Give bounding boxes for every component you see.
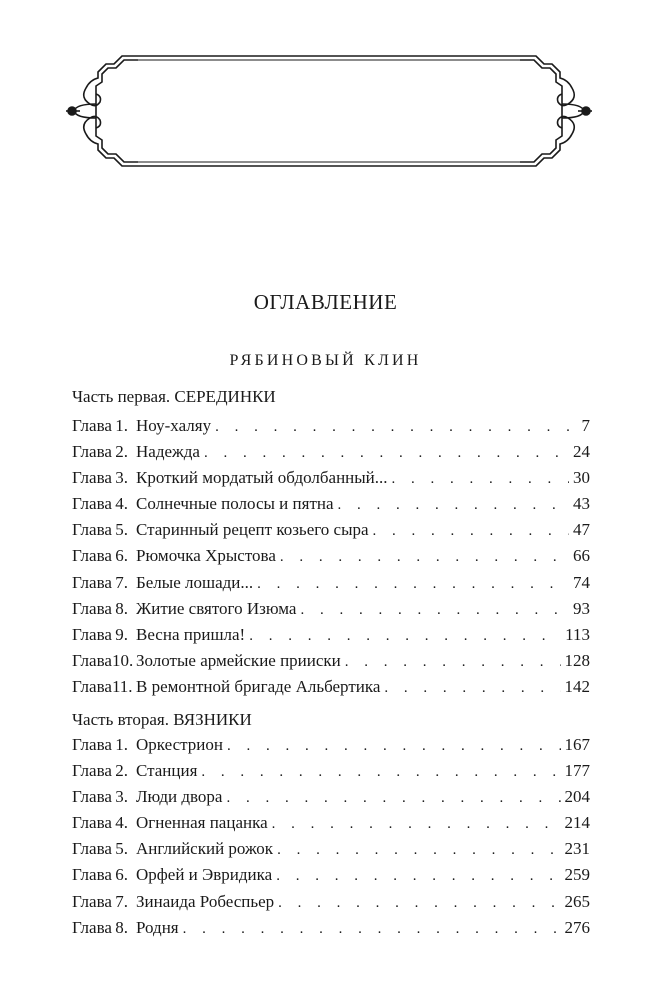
chapter-number: 8. [115,598,128,618]
chapter-prefix: Глава [72,676,112,696]
toc-entry[interactable] [72,442,590,468]
chapter-number: 6. [115,546,128,566]
chapter-number: 7. [115,891,128,911]
chapter-title: Английский рожок [136,839,274,859]
chapter-prefix: Глава [72,865,112,885]
ornamental-frame [60,46,598,176]
chapter-prefix: Глава [72,416,112,435]
chapter-label [72,787,136,807]
chapter-label [72,468,136,488]
page-title: ОГЛАВЛЕНИЕ [253,290,398,314]
dot-leader [277,842,560,859]
dot-leader [392,471,569,488]
chapter-label [72,494,136,514]
chapter-number: 10. [111,650,134,670]
chapter-prefix: Глава [72,494,112,514]
chapter-title: Люди двора [136,787,223,807]
dot-leader [276,868,560,885]
chapter-label [72,918,136,938]
book-title: РЯБИНОВЫЙ КЛИН [229,352,422,369]
toc-entry[interactable] [72,865,590,891]
chapter-title: Золотые армейские прииски [136,650,341,670]
page-number: 30 [573,468,590,488]
chapter-title: Оркестрион [136,735,223,754]
chapter-prefix: Глава [72,787,112,807]
toc-entry[interactable] [72,761,590,787]
chapter-label [72,839,136,859]
page-number: 177 [564,761,590,781]
toc-entry[interactable] [72,546,590,572]
chapter-number: 6. [115,865,128,885]
page-number: 259 [564,865,590,885]
dot-leader [272,816,561,833]
chapter-title: Белые лошади... [136,572,254,592]
chapter-title: Зинаида Робеспьер [136,891,275,911]
chapter-label [72,416,136,436]
toc-entry[interactable] [72,839,590,865]
chapter-label [72,813,136,833]
chapter-number: 1. [115,416,128,435]
chapter-label [72,546,136,566]
chapter-label [72,892,136,912]
toc-entry[interactable] [72,892,590,918]
chapter-number: 1. [115,735,128,754]
chapter-title: Рюмочка Хрыстова [136,546,276,566]
page-number: 276 [564,917,590,937]
chapter-title: Огненная пацанка [136,813,268,833]
chapter-title: Орфей и Эвридика [136,865,273,885]
chapter-label [72,599,136,619]
toc-entry[interactable] [72,787,590,813]
ornamental-frame-graphic [60,46,598,176]
dot-leader [249,628,561,645]
chapter-label [72,651,136,671]
chapter-label [72,625,136,645]
chapter-label [72,442,136,462]
page-number: 47 [573,520,590,540]
chapter-number: 4. [115,813,128,833]
chapter-number: 3. [115,787,128,807]
chapter-list [72,735,590,944]
chapter-prefix: Глава [72,572,112,592]
toc-entry[interactable] [72,468,590,494]
dot-leader [227,738,561,755]
chapter-label [72,761,136,781]
dot-leader [204,445,569,462]
toc-entry[interactable] [72,520,590,546]
chapter-number: 4. [115,494,128,514]
dot-leader [300,602,569,619]
dot-leader [278,895,560,912]
dot-leader [280,549,569,566]
chapter-title: Ноу-халяу [136,416,212,435]
page-number: 128 [564,650,590,670]
chapter-prefix: Глава [72,624,112,644]
toc-entry[interactable] [72,651,590,677]
chapter-number: 2. [115,442,128,462]
toc-entry[interactable] [72,494,590,520]
chapter-title: Надежда [136,442,200,462]
chapter-title: Весна пришла! [136,624,246,644]
dot-leader [257,576,569,593]
chapter-prefix: Глава [72,735,112,754]
chapter-prefix: Глава [72,520,112,540]
toc-entry[interactable] [72,416,590,442]
chapter-prefix: Глава [72,546,112,566]
chapter-number: 2. [115,761,128,781]
dot-leader [226,790,560,807]
chapter-number: 9. [115,624,128,644]
dot-leader [338,497,569,514]
chapter-number: 11. [111,676,133,696]
chapter-prefix: Глава [72,917,112,937]
page-number: 204 [564,787,590,807]
chapter-label [72,520,136,540]
dot-leader [215,419,576,436]
chapter-number: 7. [115,572,128,592]
chapter-prefix: Глава [72,442,112,462]
chapter-prefix: Глава [72,468,112,488]
chapter-label [72,573,136,593]
toc-entry[interactable] [72,599,590,625]
chapter-prefix: Глава [72,598,112,618]
chapter-label [72,865,136,885]
chapter-title: Родня [136,917,179,937]
page-number: 231 [564,839,590,859]
part-title: Часть первая. СЕРЕДИНКИ [72,387,276,406]
page-number: 214 [564,813,590,833]
chapter-number: 5. [115,839,128,859]
toc-entry[interactable] [72,918,590,944]
chapter-label [72,735,136,755]
chapter-number: 5. [115,520,128,540]
dot-leader [201,764,560,781]
dot-leader [373,523,569,540]
chapter-title: В ремонтной бригаде Альбертика [136,676,381,696]
toc-entry[interactable] [72,813,590,839]
page-number: 74 [573,572,590,592]
chapter-title: Житие святого Изюма [136,598,297,618]
dot-leader [183,921,561,938]
toc-entry[interactable] [72,735,590,761]
chapter-title: Солнечные полосы и пятна [136,494,334,514]
page-number: 43 [573,494,590,514]
toc-entry[interactable] [72,677,590,703]
chapter-prefix: Глава [72,891,112,911]
part-title: Часть вторая. ВЯЗНИКИ [72,710,252,729]
page-number: 167 [564,735,590,754]
chapter-list [72,416,590,703]
chapter-prefix: Глава [72,761,112,781]
toc-entry[interactable] [72,625,590,651]
dot-leader [345,654,561,671]
page-number: 142 [564,676,590,696]
page-number: 66 [573,546,590,566]
chapter-number: 8. [115,917,128,937]
dot-leader [384,680,560,697]
chapter-prefix: Глава [72,813,112,833]
chapter-title: Кроткий мордатый обдолбанный... [136,468,388,488]
page-number: 93 [573,598,590,618]
chapter-label [72,677,136,697]
page-number: 265 [564,891,590,911]
chapter-number: 3. [115,468,128,488]
page-number: 24 [573,442,590,462]
chapter-prefix: Глава [72,839,112,859]
chapter-prefix: Глава [72,650,112,670]
page-number: 7 [581,416,590,435]
chapter-title: Старинный рецепт козьего сыра [136,520,369,540]
toc-entry[interactable] [72,573,590,599]
chapter-title: Станция [136,761,198,781]
page-number: 113 [565,624,590,644]
